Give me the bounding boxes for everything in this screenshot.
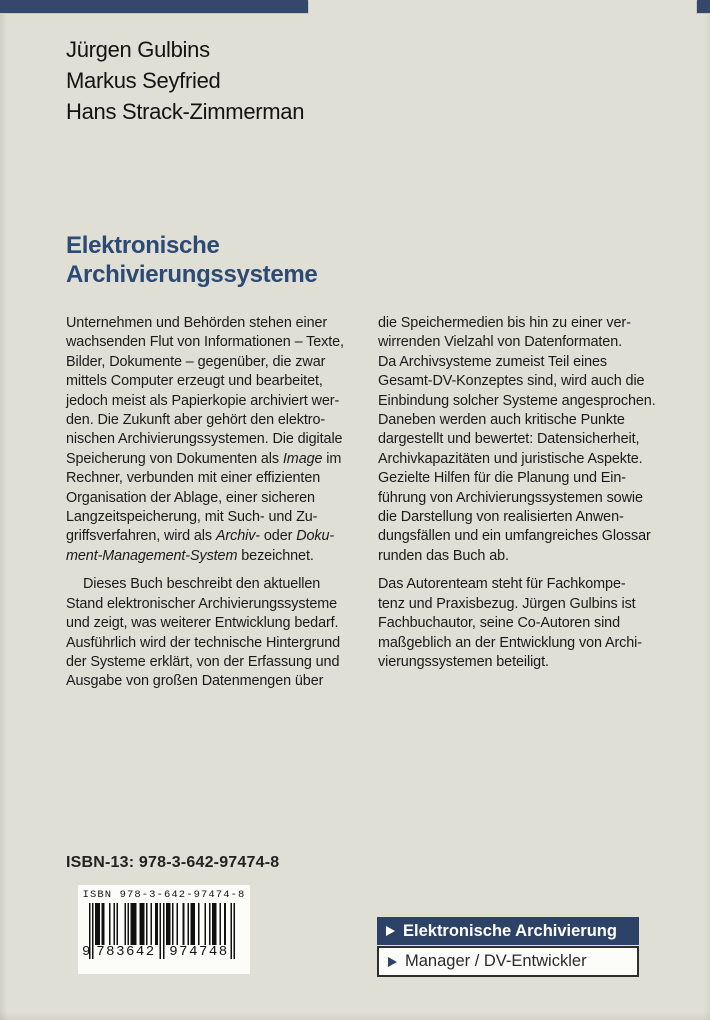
author-name: Hans Strack-Zimmerman xyxy=(66,99,305,124)
top-accent-bar-left xyxy=(0,0,308,13)
blurb-paragraph: die Speichermedien bis hin zu einer ver- wirrenden Vielzahl von Datenformaten. Da Archivsysteme zumeist Teil eines Gesamt-DV-Konzeptes sind, wird auch die Einbindung solcher Systeme angesprochen. Daneben werden auch kritische Punkte dargestellt und bewertet: Datensicherheit, Archivkapazitäten und juristische Aspekte. Gezielte Hilfen für die Planung und Ein- führung von Archivierungssystemen sowie die Darstellung von realisierten Anwen- dungsfällen und ein umfangreiches Glossar runden das Buch ab. xyxy=(378,315,656,564)
author-name: Markus Seyfried xyxy=(66,68,221,93)
barcode-digit-group: 783642 xyxy=(96,944,156,960)
author-list xyxy=(66,34,304,127)
author-name: Jürgen Gulbins xyxy=(66,37,210,62)
category-label: Manager / DV-Entwickler xyxy=(405,952,587,970)
barcode-digits xyxy=(78,944,250,961)
authors-bio-paragraph: Das Autorenteam steht für Fachkompe- tenz und Praxisbezug. Jürgen Gulbins ist Fachbuchautor, seine Co-Autoren sind maßgeblich an der Entwicklung von Archi- vierungssystemen beteiligt. xyxy=(378,576,642,670)
blurb-paragraph: Dieses Buch beschreibt den aktuellen Stand elektronischer Archivierungssysteme und zeigt, was weiterer Entwicklung bedarf. Ausführlich wird der technische Hintergrund der Systeme erklärt, von der Erfassung und Ausgabe von großen Datenmengen über xyxy=(66,576,341,690)
triangle-icon xyxy=(388,957,397,967)
barcode-digit-group: 974748 xyxy=(169,944,229,960)
barcode-block xyxy=(78,885,250,974)
category-tag-primary xyxy=(377,917,639,945)
barcode-digit-lead: 9 xyxy=(82,944,91,960)
barcode-isbn-label: ISBN 978-3-642-97474-8 xyxy=(82,889,246,901)
category-tag-secondary xyxy=(377,946,639,977)
triangle-icon xyxy=(386,926,395,936)
isbn-13-text: ISBN-13: 978-3-642-97474-8 xyxy=(66,854,280,871)
top-accent-bar-right xyxy=(697,0,710,13)
book-title: Elektronische Archivierungssysteme xyxy=(66,232,318,288)
category-label: Elektronische Archivierung xyxy=(403,921,617,940)
blurb-column-left xyxy=(66,314,376,692)
blurb-column-right xyxy=(378,314,694,672)
blurb-paragraph: Unternehmen und Behörden stehen einer wachsenden Flut von Informationen – Texte, Bilder, Dokumente – gegenüber, die zwar mittels Computer erzeugt und bearbeitet, jedoch meist als Papierkopie archiviert wer- den. Die Zukunft aber gehört den elektro- nischen Archivierungssystemen. Die digitale Speicherung von Dokumenten als Image im Rechner, verbunden mit einer effizienten Organisation der Ablage, einer sicheren Langzeitspeicherung, mit Such- und Zu- griffsverfahren, wird als Archiv- oder Doku- ment-Management-System bezeichnet. xyxy=(66,315,344,564)
